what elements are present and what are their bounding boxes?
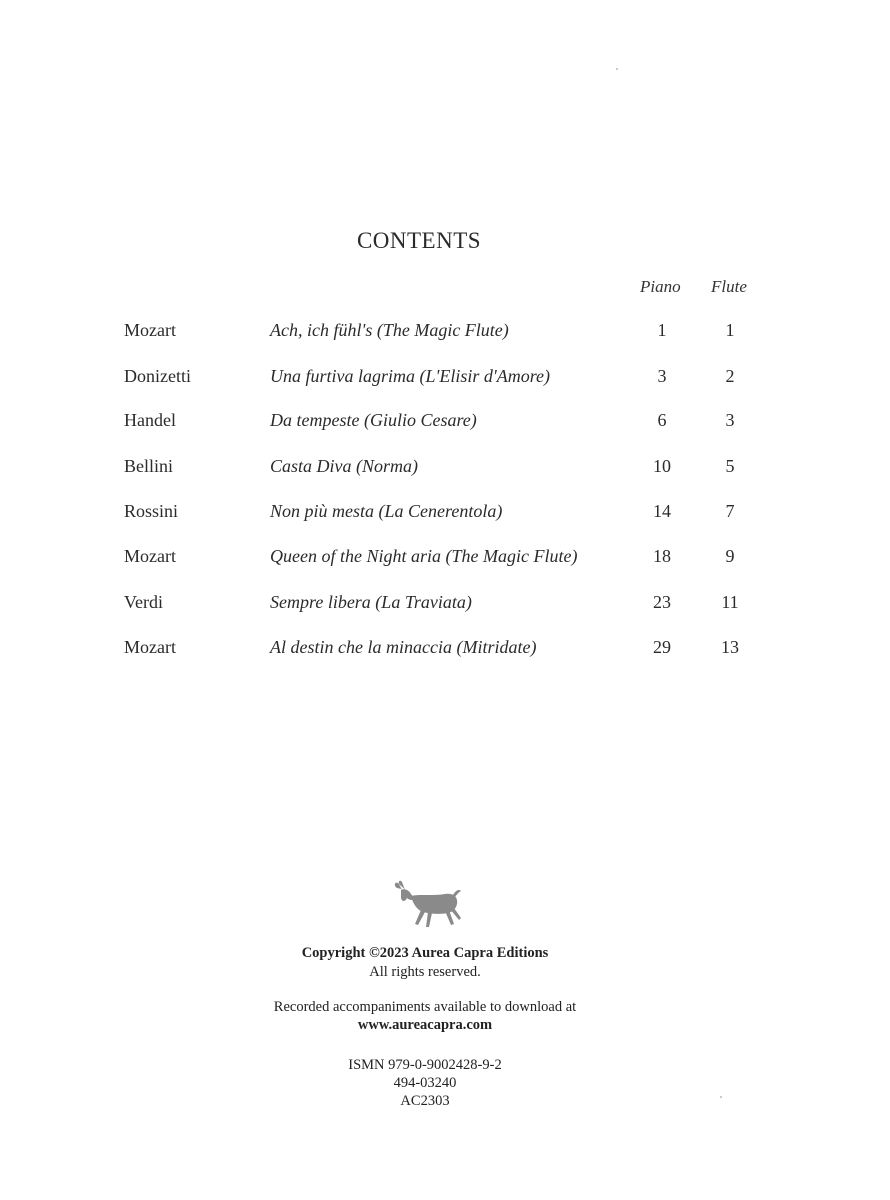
goat-icon	[393, 880, 463, 930]
work-title: Una furtiva lagrima (L'Elisir d'Amore)	[270, 366, 551, 386]
list-item	[0, 320, 890, 348]
composer-name: Bellini	[124, 456, 173, 476]
work-title: Al destin che la minaccia (Mitridate)	[270, 637, 537, 657]
paper-speck	[616, 68, 618, 70]
rights-line: All rights reserved.	[369, 964, 481, 980]
flute-page: 3	[725, 410, 735, 430]
page-title: CONTENTS	[356, 228, 482, 253]
work-title: Casta Diva (Norma)	[270, 456, 418, 476]
flute-page: 9	[725, 546, 735, 566]
piano-page: 14	[653, 501, 671, 521]
work-title: Queen of the Night aria (The Magic Flute)	[270, 546, 578, 566]
list-item	[0, 546, 890, 574]
flute-page: 7	[725, 501, 735, 521]
column-header-flute: Flute	[711, 277, 747, 296]
list-item	[0, 410, 890, 438]
flute-page: 13	[721, 637, 739, 657]
list-item	[0, 366, 890, 394]
composer-name: Verdi	[124, 592, 163, 612]
composer-name: Mozart	[124, 637, 176, 657]
catalog-code: 494-03240	[393, 1075, 457, 1091]
composer-name: Mozart	[124, 546, 176, 566]
piano-page: 10	[653, 456, 671, 476]
paper-speck	[720, 1096, 722, 1098]
flute-page: 2	[725, 366, 735, 386]
work-title: Sempre libera (La Traviata)	[270, 592, 472, 612]
edition-code: AC2303	[400, 1093, 450, 1109]
piano-page: 3	[657, 366, 667, 386]
download-note: Recorded accompaniments available to download at	[273, 999, 577, 1015]
piano-page: 23	[653, 592, 671, 612]
piano-page: 29	[653, 637, 671, 657]
flute-page: 5	[725, 456, 735, 476]
piano-page: 6	[657, 410, 667, 430]
copyright-line: Copyright ©2023 Aurea Capra Editions	[301, 945, 549, 961]
composer-name: Handel	[124, 410, 176, 430]
composer-name: Mozart	[124, 320, 176, 340]
piano-page: 18	[653, 546, 671, 566]
flute-page: 1	[725, 320, 735, 340]
work-title: Non più mesta (La Cenerentola)	[270, 501, 503, 521]
column-header-piano: Piano	[640, 277, 681, 296]
composer-name: Donizetti	[124, 366, 191, 386]
list-item	[0, 456, 890, 484]
ismn-number: ISMN 979-0-9002428-9-2	[348, 1057, 502, 1073]
list-item	[0, 592, 890, 620]
composer-name: Rossini	[124, 501, 179, 521]
work-title: Ach, ich fühl's (The Magic Flute)	[270, 320, 509, 340]
list-item	[0, 501, 890, 529]
flute-page: 11	[721, 592, 739, 612]
work-title: Da tempeste (Giulio Cesare)	[270, 410, 477, 430]
piano-page: 1	[657, 320, 667, 340]
website-link[interactable]: www.aureacapra.com	[357, 1017, 493, 1033]
list-item	[0, 637, 890, 665]
